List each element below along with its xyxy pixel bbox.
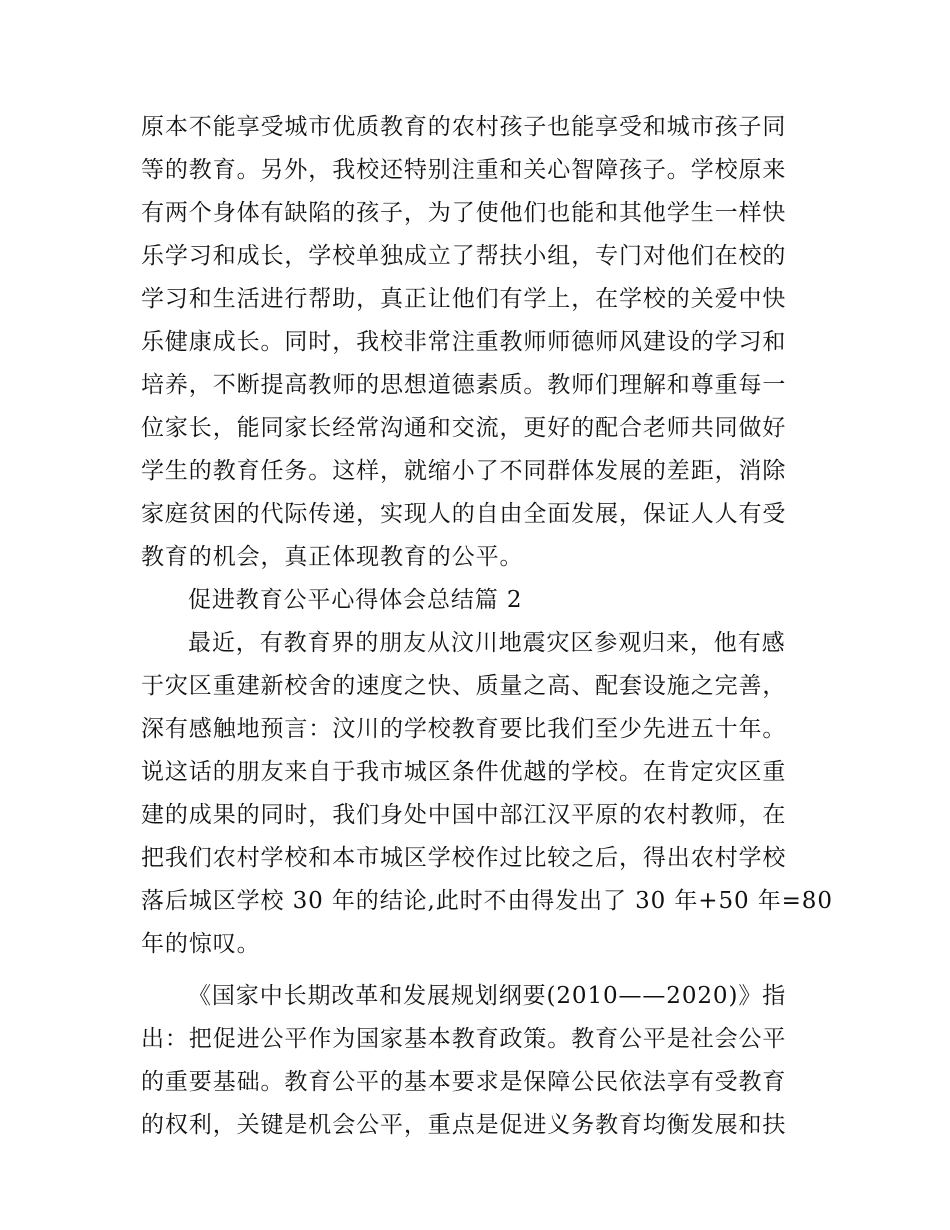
text-line: 原本不能享受城市优质教育的农村孩子也能享受和城市孩子同: [141, 114, 787, 140]
text-line: 建的成果的同时，我们身处中国中部江汉平原的农村教师，在: [141, 802, 787, 828]
text-line: 教育的机会，真正体现教育的公平。: [141, 544, 524, 570]
text-line: 深有感触地预言：汶川的学校教育要比我们至少先进五十年。: [141, 716, 787, 742]
paragraph-1: [141, 106, 813, 579]
text-line: 说这话的朋友来自于我市城区条件优越的学校。在肯定灾区重: [141, 759, 787, 785]
text-line: 把我们农村学校和本市城区学校作过比较之后，得出农村学校: [141, 845, 787, 871]
text-line: 等的教育。另外，我校还特别注重和关心智障孩子。学校原来: [141, 157, 787, 183]
text-line: 有两个身体有缺陷的孩子，为了使他们也能和其他学生一样快: [141, 200, 787, 226]
text-line: 落后城区学校 30 年的结论,此时不由得发出了 30 年+50 年=80: [141, 888, 833, 914]
document-body: [141, 106, 833, 1147]
paragraph-3: [141, 975, 813, 1147]
text-line: 位家长，能同家长经常沟通和交流，更好的配合老师共同做好: [141, 415, 787, 441]
text-line: 于灾区重建新校舍的速度之快、质量之高、配套设施之完善，: [141, 673, 787, 699]
text-line: 乐学习和成长，学校单独成立了帮扶小组，专门对他们在校的: [141, 243, 787, 269]
text-line: 《国家中长期改革和发展规划纲要(2010——2020)》指: [188, 983, 787, 1009]
text-line: 学习和生活进行帮助，真正让他们有学上，在学校的关爱中快: [141, 286, 787, 312]
text-line: 最近，有教育界的朋友从汶川地震灾区参观归来，他有感: [188, 630, 786, 656]
text-line: 培养，不断提高教师的思想道德素质。教师们理解和尊重每一: [141, 372, 787, 398]
text-line: 出：把促进公平作为国家基本教育政策。教育公平是社会公平: [141, 1026, 787, 1052]
text-line: 家庭贫困的代际传递，实现人的自由全面发展，保证人人有受: [141, 501, 787, 527]
text-line: 乐健康成长。同时，我校非常注重教师师德师风建设的学习和: [141, 329, 787, 355]
paragraph-2: [141, 622, 833, 966]
text-line: 的重要基础。教育公平的基本要求是保障公民依法享有受教育: [141, 1069, 787, 1095]
text-line: 学生的教育任务。这样，就缩小了不同群体发展的差距，消除: [141, 458, 787, 484]
text-line: 年的惊叹。: [141, 931, 261, 957]
section-title: 促进教育公平心得体会总结篇 2: [188, 587, 523, 613]
text-line: 的权利，关键是机会公平，重点是促进义务教育均衡发展和扶: [141, 1112, 787, 1138]
